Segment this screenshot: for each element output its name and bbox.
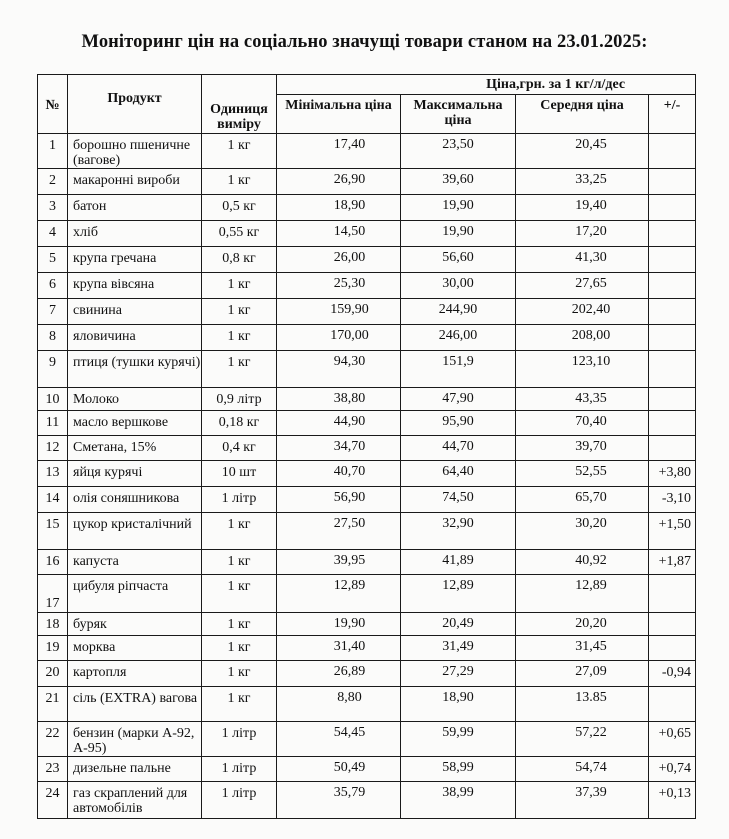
max-price: 32,90: [401, 513, 516, 550]
price-change: +1,50: [649, 513, 696, 550]
price-change: [649, 388, 696, 411]
row-number: 1: [38, 134, 68, 169]
product-name: яловичина: [68, 325, 202, 351]
max-price: 12,89: [401, 575, 516, 613]
table-row: [38, 273, 696, 299]
price-change: [649, 299, 696, 325]
table-row: [38, 195, 696, 221]
price-change: +0,13: [649, 782, 696, 819]
min-price: 94,30: [277, 351, 401, 388]
table-row: [38, 436, 696, 461]
unit: 0,55 кг: [202, 221, 277, 247]
avg-price: 13.85: [516, 687, 649, 722]
row-number: 3: [38, 195, 68, 221]
price-change: +1,87: [649, 550, 696, 575]
row-number: 5: [38, 247, 68, 273]
row-number: 12: [38, 436, 68, 461]
row-number: 8: [38, 325, 68, 351]
header-price-group: Ціна,грн. за 1 кг/л/дес: [277, 75, 696, 95]
table-row: [38, 661, 696, 687]
max-price: 44,70: [401, 436, 516, 461]
row-number: 15: [38, 513, 68, 550]
avg-price: 54,74: [516, 757, 649, 782]
product-name: буряк: [68, 613, 202, 636]
min-price: 26,89: [277, 661, 401, 687]
row-number: 2: [38, 169, 68, 195]
price-change: [649, 134, 696, 169]
avg-price: 41,30: [516, 247, 649, 273]
product-name: масло вершкове: [68, 411, 202, 436]
min-price: 31,40: [277, 636, 401, 661]
row-number: 19: [38, 636, 68, 661]
price-change: [649, 636, 696, 661]
header-avg-price: Середня ціна: [516, 95, 649, 134]
row-number: 20: [38, 661, 68, 687]
table-row: [38, 513, 696, 550]
table-row: [38, 757, 696, 782]
unit: 1 кг: [202, 636, 277, 661]
row-number: 6: [38, 273, 68, 299]
min-price: 40,70: [277, 461, 401, 487]
avg-price: 57,22: [516, 722, 649, 757]
min-price: 170,00: [277, 325, 401, 351]
price-change: +0,65: [649, 722, 696, 757]
product-name: бензин (марки А-92, А-95): [68, 722, 202, 757]
max-price: 27,29: [401, 661, 516, 687]
row-number: 17: [38, 575, 68, 613]
table-row: [38, 687, 696, 722]
unit: 1 кг: [202, 513, 277, 550]
price-change: [649, 325, 696, 351]
header-no: №: [38, 75, 68, 134]
row-number: 16: [38, 550, 68, 575]
price-change: [649, 247, 696, 273]
row-number: 13: [38, 461, 68, 487]
max-price: 31,49: [401, 636, 516, 661]
avg-price: 27,65: [516, 273, 649, 299]
product-name: Сметана, 15%: [68, 436, 202, 461]
max-price: 41,89: [401, 550, 516, 575]
table-row: [38, 411, 696, 436]
max-price: 59,99: [401, 722, 516, 757]
price-change: [649, 613, 696, 636]
avg-price: 12,89: [516, 575, 649, 613]
table-row: [38, 636, 696, 661]
unit: 1 літр: [202, 782, 277, 819]
table-row: [38, 351, 696, 388]
avg-price: 43,35: [516, 388, 649, 411]
avg-price: 39,70: [516, 436, 649, 461]
price-change: [649, 411, 696, 436]
avg-price: 19,40: [516, 195, 649, 221]
price-change: +3,80: [649, 461, 696, 487]
product-name: дизельне пальне: [68, 757, 202, 782]
table-row: [38, 169, 696, 195]
row-number: 24: [38, 782, 68, 819]
table-row: [38, 247, 696, 273]
header-unit: Одиниця виміру: [202, 75, 277, 134]
unit: 0,9 літр: [202, 388, 277, 411]
avg-price: 37,39: [516, 782, 649, 819]
price-change: [649, 687, 696, 722]
max-price: 47,90: [401, 388, 516, 411]
min-price: 18,90: [277, 195, 401, 221]
max-price: 18,90: [401, 687, 516, 722]
avg-price: 40,92: [516, 550, 649, 575]
table-row: [38, 134, 696, 169]
avg-price: 70,40: [516, 411, 649, 436]
price-table: [37, 74, 696, 819]
avg-price: 20,20: [516, 613, 649, 636]
unit: 0,4 кг: [202, 436, 277, 461]
max-price: 20,49: [401, 613, 516, 636]
row-number: 14: [38, 487, 68, 513]
product-name: борошно пшеничне (вагове): [68, 134, 202, 169]
unit: 1 літр: [202, 722, 277, 757]
min-price: 159,90: [277, 299, 401, 325]
min-price: 54,45: [277, 722, 401, 757]
table-row: [38, 782, 696, 819]
max-price: 56,60: [401, 247, 516, 273]
header-max-price: Максимальна ціна: [401, 95, 516, 134]
min-price: 19,90: [277, 613, 401, 636]
max-price: 64,40: [401, 461, 516, 487]
unit: 0,5 кг: [202, 195, 277, 221]
table-row: [38, 575, 696, 613]
unit: 10 шт: [202, 461, 277, 487]
row-number: 11: [38, 411, 68, 436]
min-price: 26,90: [277, 169, 401, 195]
row-number: 9: [38, 351, 68, 388]
min-price: 50,49: [277, 757, 401, 782]
max-price: 74,50: [401, 487, 516, 513]
min-price: 34,70: [277, 436, 401, 461]
table-row: [38, 221, 696, 247]
price-change: +0,74: [649, 757, 696, 782]
table-row: [38, 487, 696, 513]
header-change: +/-: [649, 95, 696, 134]
price-change: [649, 575, 696, 613]
max-price: 23,50: [401, 134, 516, 169]
product-name: цукор кристалічний: [68, 513, 202, 550]
table-row: [38, 388, 696, 411]
product-name: хліб: [68, 221, 202, 247]
unit: 1 кг: [202, 351, 277, 388]
min-price: 44,90: [277, 411, 401, 436]
unit: 1 кг: [202, 134, 277, 169]
row-number: 7: [38, 299, 68, 325]
unit: 0,8 кг: [202, 247, 277, 273]
table-row: [38, 325, 696, 351]
avg-price: 33,25: [516, 169, 649, 195]
avg-price: 20,45: [516, 134, 649, 169]
row-number: 10: [38, 388, 68, 411]
table-row: [38, 722, 696, 757]
product-name: газ скраплений для автомобілів: [68, 782, 202, 819]
row-number: 22: [38, 722, 68, 757]
min-price: 38,80: [277, 388, 401, 411]
table-row: [38, 613, 696, 636]
min-price: 12,89: [277, 575, 401, 613]
avg-price: 208,00: [516, 325, 649, 351]
min-price: 27,50: [277, 513, 401, 550]
unit: 1 літр: [202, 757, 277, 782]
min-price: 39,95: [277, 550, 401, 575]
price-change: [649, 169, 696, 195]
unit: 1 кг: [202, 169, 277, 195]
product-name: сіль (EXTRA) вагова: [68, 687, 202, 722]
max-price: 151,9: [401, 351, 516, 388]
avg-price: 30,20: [516, 513, 649, 550]
product-name: Молоко: [68, 388, 202, 411]
product-name: свинина: [68, 299, 202, 325]
unit: 1 кг: [202, 687, 277, 722]
avg-price: 123,10: [516, 351, 649, 388]
product-name: батон: [68, 195, 202, 221]
product-name: яйця курячі: [68, 461, 202, 487]
max-price: 246,00: [401, 325, 516, 351]
max-price: 244,90: [401, 299, 516, 325]
row-number: 23: [38, 757, 68, 782]
min-price: 14,50: [277, 221, 401, 247]
product-name: птиця (тушки курячі): [68, 351, 202, 388]
product-name: крупа гречана: [68, 247, 202, 273]
price-change: [649, 195, 696, 221]
table-row: [38, 550, 696, 575]
row-number: 4: [38, 221, 68, 247]
row-number: 18: [38, 613, 68, 636]
unit: 1 кг: [202, 575, 277, 613]
max-price: 19,90: [401, 195, 516, 221]
min-price: 8,80: [277, 687, 401, 722]
avg-price: 202,40: [516, 299, 649, 325]
product-name: картопля: [68, 661, 202, 687]
max-price: 58,99: [401, 757, 516, 782]
min-price: 56,90: [277, 487, 401, 513]
unit: 1 кг: [202, 550, 277, 575]
max-price: 95,90: [401, 411, 516, 436]
max-price: 30,00: [401, 273, 516, 299]
price-change: -0,94: [649, 661, 696, 687]
unit: 1 кг: [202, 661, 277, 687]
min-price: 17,40: [277, 134, 401, 169]
product-name: макаронні вироби: [68, 169, 202, 195]
row-number: 21: [38, 687, 68, 722]
min-price: 25,30: [277, 273, 401, 299]
price-change: -3,10: [649, 487, 696, 513]
max-price: 38,99: [401, 782, 516, 819]
price-change: [649, 221, 696, 247]
product-name: крупа вівсяна: [68, 273, 202, 299]
max-price: 19,90: [401, 221, 516, 247]
product-name: капуста: [68, 550, 202, 575]
max-price: 39,60: [401, 169, 516, 195]
product-name: олія соняшникова: [68, 487, 202, 513]
avg-price: 31,45: [516, 636, 649, 661]
unit: 1 кг: [202, 299, 277, 325]
table-row: [38, 299, 696, 325]
page-title: Моніторинг цін на соціально значущі товари станом на 23.01.2025:: [81, 32, 648, 52]
price-change: [649, 351, 696, 388]
price-change: [649, 273, 696, 299]
avg-price: 65,70: [516, 487, 649, 513]
min-price: 35,79: [277, 782, 401, 819]
avg-price: 52,55: [516, 461, 649, 487]
avg-price: 27,09: [516, 661, 649, 687]
header-product: Продукт: [68, 75, 202, 134]
avg-price: 17,20: [516, 221, 649, 247]
product-name: цибуля ріпчаста: [68, 575, 202, 613]
price-change: [649, 436, 696, 461]
min-price: 26,00: [277, 247, 401, 273]
unit: 1 кг: [202, 325, 277, 351]
unit: 1 кг: [202, 273, 277, 299]
unit: 1 літр: [202, 487, 277, 513]
header-min-price: Мінімальна ціна: [277, 95, 401, 134]
table-row: [38, 461, 696, 487]
unit: 1 кг: [202, 613, 277, 636]
product-name: морква: [68, 636, 202, 661]
unit: 0,18 кг: [202, 411, 277, 436]
